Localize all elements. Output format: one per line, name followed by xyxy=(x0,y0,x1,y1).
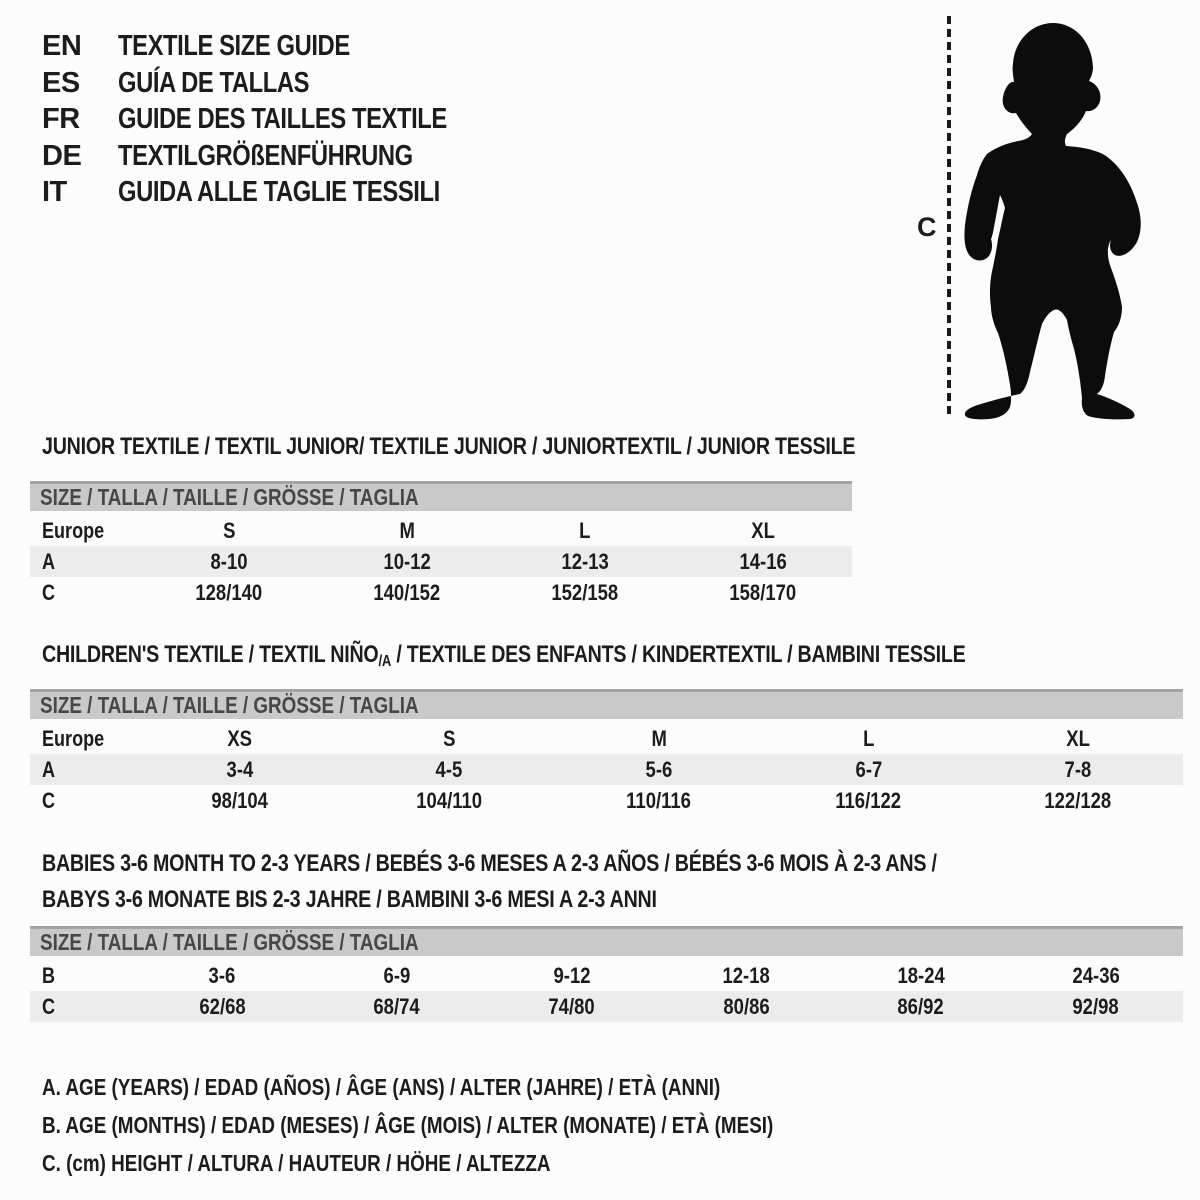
row-label: Europe xyxy=(42,726,105,751)
size-header-bar xyxy=(30,481,852,511)
table-cell xyxy=(674,515,852,546)
table-cell xyxy=(834,991,1009,1022)
cell-value: L xyxy=(579,518,591,543)
junior-section-title xyxy=(42,433,1034,461)
row-label: C xyxy=(42,580,56,605)
cell-value: 104/110 xyxy=(416,788,483,813)
table-cell xyxy=(973,723,1183,754)
height-measure-dashed-line xyxy=(947,16,951,415)
cell-value: 14-16 xyxy=(739,549,787,574)
table-cell xyxy=(310,960,485,991)
babies-title-line1: BABIES 3-6 MONTH TO 2-3 YEARS / BEBÉS 3-6 MESES A 2-3 AÑOS / BÉBÉS 3-6 MOIS À 2-3 ANS / xyxy=(42,850,937,877)
row-label: Europe xyxy=(42,518,105,543)
row-label: A xyxy=(42,757,56,782)
row-label-cell xyxy=(30,515,140,546)
table-cell xyxy=(764,723,974,754)
table-cell xyxy=(318,546,496,577)
row-label-cell xyxy=(30,754,135,785)
cell-value: 12-13 xyxy=(561,549,609,574)
children-size-table xyxy=(30,689,1183,816)
table-cell xyxy=(496,515,674,546)
lang-title: TEXTILE SIZE GUIDE xyxy=(118,30,350,62)
title-pre: CHILDREN'S TEXTILE / TEXTIL NIÑO xyxy=(42,641,379,668)
table-row-a xyxy=(30,754,1183,785)
table-cell xyxy=(310,991,485,1022)
language-title-block xyxy=(42,28,519,211)
legend-text-c: C. (cm) HEIGHT / ALTURA / HAUTEUR / HÖHE / ALTEZZA xyxy=(42,1150,551,1176)
cell-value: 24-36 xyxy=(1072,963,1120,988)
table-cell xyxy=(764,785,974,816)
cell-value: 7-8 xyxy=(1064,757,1092,782)
size-header-label: SIZE / TALLA / TAILLE / GRÖSSE / TAGLIA xyxy=(40,484,419,510)
table-cell xyxy=(345,754,555,785)
cell-value: M xyxy=(651,726,667,751)
cell-value: 62/68 xyxy=(199,994,246,1019)
lang-row-it xyxy=(42,174,519,211)
size-header-label: SIZE / TALLA / TAILLE / GRÖSSE / TAGLIA xyxy=(40,692,419,718)
cell-value: 3-6 xyxy=(208,963,236,988)
table-row-c xyxy=(30,577,852,608)
cell-value: 152/158 xyxy=(551,580,619,605)
cell-value: 9-12 xyxy=(553,963,591,988)
table-cell xyxy=(345,785,555,816)
cell-value: 128/140 xyxy=(195,580,263,605)
cell-value: 98/104 xyxy=(211,788,269,813)
table-cell xyxy=(318,577,496,608)
cell-value: XS xyxy=(227,726,253,751)
legend-text-b: B. AGE (MONTHS) / EDAD (MESES) / ÂGE (MOIS) / ALTER (MONATE) / ETÀ (MESI) xyxy=(42,1112,774,1138)
row-label-cell xyxy=(30,723,135,754)
table-cell xyxy=(674,546,852,577)
lang-code: EN xyxy=(42,30,82,62)
legend-row-c xyxy=(42,1144,934,1182)
row-label-cell xyxy=(30,960,135,991)
table-cell xyxy=(140,546,318,577)
table-cell xyxy=(496,577,674,608)
babies-title-line2: BABYS 3-6 MONATE BIS 2-3 JAHRE / BAMBINI 3-6 MESI A 2-3 ANNI xyxy=(42,886,657,913)
children-section-title-text xyxy=(42,641,966,676)
height-measure-label: C xyxy=(917,212,937,242)
cell-value: L xyxy=(862,726,875,751)
title-sub: /A xyxy=(378,653,392,670)
legend-row-b xyxy=(42,1106,934,1144)
lang-title: GUIDA ALLE TAGLIE TESSILI xyxy=(118,176,440,208)
cell-value: 12-18 xyxy=(722,963,770,988)
table-cell xyxy=(554,723,764,754)
cell-value: 122/128 xyxy=(1044,788,1112,813)
cell-value: 92/98 xyxy=(1072,994,1119,1019)
row-label: C xyxy=(42,788,56,813)
lang-code: FR xyxy=(42,103,80,135)
lang-row-fr xyxy=(42,101,519,138)
table-cell xyxy=(135,754,345,785)
row-label: B xyxy=(42,963,56,988)
table-cell xyxy=(484,991,659,1022)
title-post: / TEXTILE DES ENFANTS / KINDERTEXTIL / BAMBINI TESSILE xyxy=(391,641,966,668)
cell-value: 116/122 xyxy=(835,788,902,813)
cell-value: 6-9 xyxy=(383,963,411,988)
table-cell xyxy=(554,754,764,785)
cell-value: 3-4 xyxy=(226,757,254,782)
table-cell xyxy=(674,577,852,608)
table-row-europe xyxy=(30,515,852,546)
table-row-a xyxy=(30,546,852,577)
table-cell xyxy=(135,960,310,991)
lang-row-en xyxy=(42,28,519,65)
cell-value: 158/170 xyxy=(729,580,797,605)
table-cell xyxy=(135,991,310,1022)
cell-value: S xyxy=(443,726,456,751)
row-label-cell xyxy=(30,785,135,816)
table-row-b xyxy=(30,960,1183,991)
lang-title: GUÍA DE TALLAS xyxy=(118,66,310,99)
table-cell xyxy=(764,754,974,785)
table-cell xyxy=(484,960,659,991)
table-cell xyxy=(140,515,318,546)
lang-code: DE xyxy=(42,139,82,172)
lang-code: IT xyxy=(42,176,67,208)
babies-size-table xyxy=(30,926,1183,1022)
junior-size-table xyxy=(30,481,852,608)
lang-row-es xyxy=(42,65,519,102)
table-cell xyxy=(135,723,345,754)
cell-value: XL xyxy=(751,518,775,543)
table-row-c xyxy=(30,785,1183,816)
cell-value: S xyxy=(222,518,236,543)
table-cell xyxy=(140,577,318,608)
measure-legend xyxy=(42,1068,934,1182)
row-label-cell xyxy=(30,546,140,577)
cell-value: 4-5 xyxy=(436,757,463,782)
cell-value: 74/80 xyxy=(548,994,595,1019)
legend-text-a: A. AGE (YEARS) / EDAD (AÑOS) / ÂGE (ANS) / ALTER (JAHRE) / ETÀ (ANNI) xyxy=(42,1074,721,1100)
row-label-cell xyxy=(30,991,135,1022)
cell-value: 5-6 xyxy=(645,757,673,782)
cell-value: M xyxy=(399,518,415,543)
cell-value: 18-24 xyxy=(897,963,945,988)
table-cell xyxy=(834,960,1009,991)
size-header-bar xyxy=(30,689,1183,719)
table-cell xyxy=(1008,991,1183,1022)
cell-value: 68/74 xyxy=(373,994,421,1019)
cell-value: XL xyxy=(1066,726,1090,751)
babies-section-title xyxy=(42,846,1133,918)
table-row-europe xyxy=(30,723,1183,754)
lang-row-de xyxy=(42,138,519,175)
legend-row-a xyxy=(42,1068,934,1106)
table-cell xyxy=(973,754,1183,785)
junior-section-title-text: JUNIOR TEXTILE / TEXTIL JUNIOR/ TEXTILE JUNIOR / JUNIORTEXTIL / JUNIOR TESSILE xyxy=(42,433,856,460)
children-section-title xyxy=(42,641,1168,676)
cell-value: 6-7 xyxy=(855,757,882,782)
table-cell xyxy=(345,723,555,754)
table-cell xyxy=(554,785,764,816)
size-header-bar xyxy=(30,926,1183,956)
table-cell xyxy=(659,960,834,991)
row-label: C xyxy=(42,994,56,1019)
cell-value: 86/92 xyxy=(897,994,945,1019)
lang-title: TEXTILGRÖßENFÜHRUNG xyxy=(118,139,413,172)
lang-title: GUIDE DES TAILLES TEXTILE xyxy=(118,103,447,135)
table-cell xyxy=(496,546,674,577)
cell-value: 10-12 xyxy=(383,549,431,574)
table-cell xyxy=(659,991,834,1022)
lang-code: ES xyxy=(42,66,80,99)
cell-value: 140/152 xyxy=(373,580,441,605)
row-label: A xyxy=(42,549,56,574)
table-cell xyxy=(973,785,1183,816)
table-cell xyxy=(1008,960,1183,991)
row-label-cell xyxy=(30,577,140,608)
size-header-label: SIZE / TALLA / TAILLE / GRÖSSE / TAGLIA xyxy=(40,929,419,955)
cell-value: 110/116 xyxy=(626,788,692,813)
table-cell xyxy=(318,515,496,546)
table-cell xyxy=(135,785,345,816)
toddler-silhouette-icon xyxy=(956,14,1152,422)
table-row-c xyxy=(30,991,1183,1022)
cell-value: 80/86 xyxy=(723,994,770,1019)
cell-value: 8-10 xyxy=(210,549,248,574)
